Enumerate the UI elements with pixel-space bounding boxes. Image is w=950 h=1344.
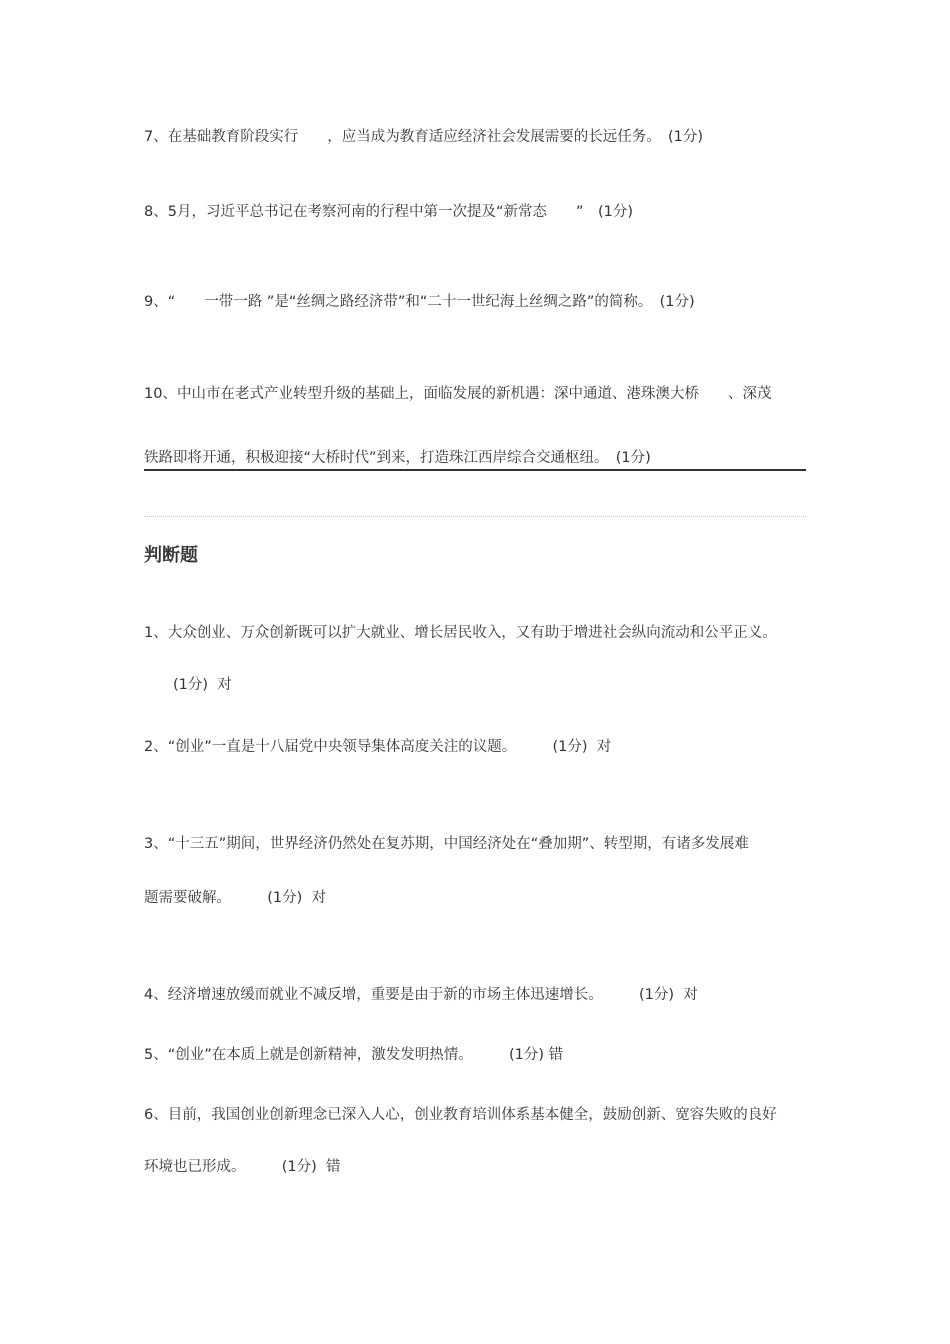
question-text: 4、经济增速放缓而就业不减反增，重要是由于新的市场主体迅速增长。 (1分) 对	[144, 987, 698, 1003]
question-text-continued: 铁路即将开通，积极迎接“大桥时代”到来，打造珠江西岸综合交通枢纽。 (1分)	[144, 448, 806, 471]
question-text: 10、中山市在老式产业转型升级的基础上，面临发展的新机遇：深中通道、港珠澳大桥 、深茂	[144, 386, 772, 402]
question-text: 9、“ 一带一路 ”是“丝绸之路经济带”和“二十一世纪海上丝绸之路”的简称。 (1分)	[144, 294, 695, 310]
question-text: 1、大众创业、万众创新既可以扩大就业、增长居民收入，又有助于增进社会纵向流动和公平正义。	[144, 625, 777, 641]
question-text: 6、目前，我国创业创新理念已深入人心，创业教育培训体系基本健全，鼓励创新、宽容失败的良好	[144, 1107, 777, 1123]
question-text: 7、在基础教育阶段实行 ，应当成为教育适应经济社会发展需要的长远任务。 (1分)	[144, 129, 704, 145]
question-text: 8、5月，习近平总书记在考察河南的行程中第一次提及“新常态 ” (1分)	[144, 204, 634, 220]
section-divider	[144, 516, 806, 517]
question-text: 5、“创业”在本质上就是创新精神，激发发明热情。 (1分) 错	[144, 1047, 564, 1063]
answer-text: 题需要破解。 (1分) 对	[144, 890, 327, 906]
answer-text: (1分) 对	[144, 677, 232, 693]
question-text: 3、“十三五”期间，世界经济仍然处在复苏期，中国经济处在“叠加期”、转型期，有诸多发展难	[144, 836, 749, 852]
section-title: 判断题	[144, 545, 198, 566]
question-text: 2、“创业”一直是十八届党中央领导集体高度关注的议题。 (1分) 对	[144, 739, 612, 755]
answer-text: 环境也已形成。 (1分) 错	[144, 1159, 341, 1175]
